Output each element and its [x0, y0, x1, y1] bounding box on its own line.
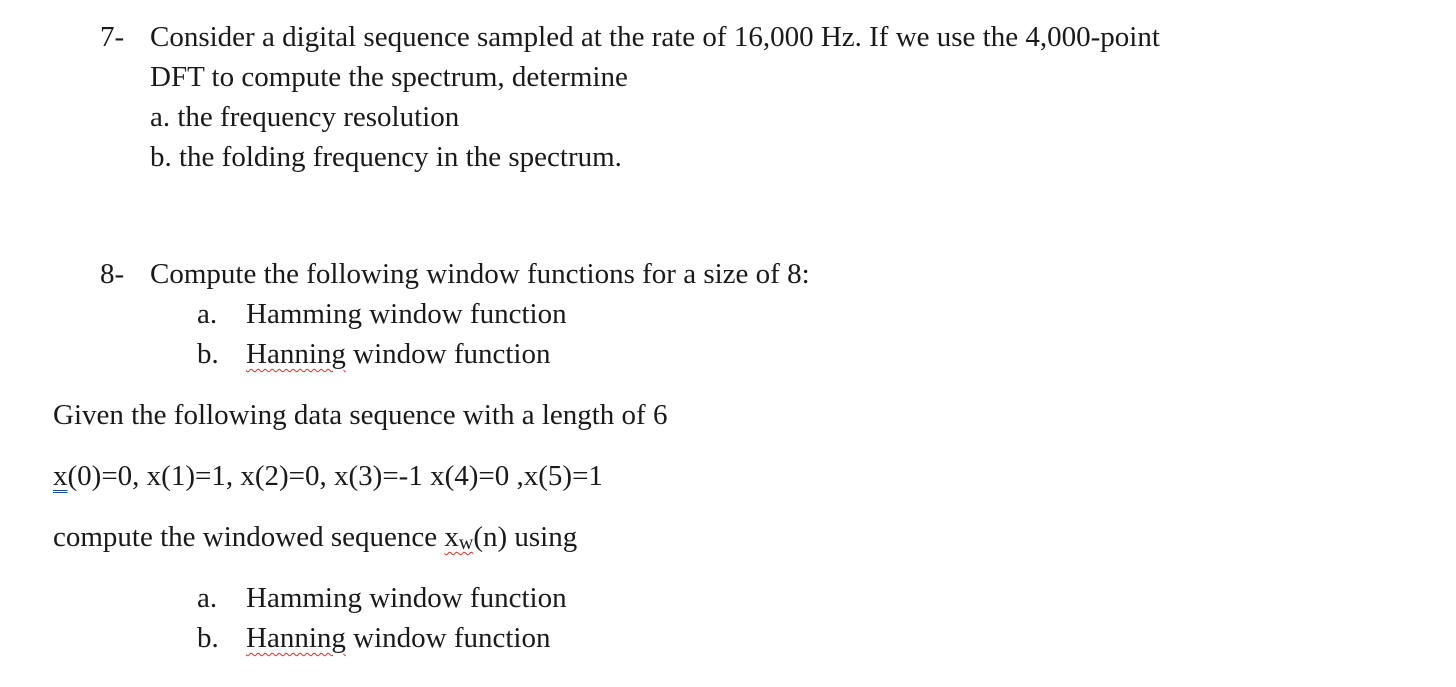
xw-subscript: w — [458, 532, 474, 554]
q8-block — [0, 254, 1456, 374]
q7-number: 7- — [100, 21, 125, 53]
sequence-values: (0)=0, x(1)=1, x(2)=0, x(3)=-1 x(4)=0 ,x(5)=1 — [67, 460, 603, 492]
q8-item-a-letter: a. — [197, 298, 218, 330]
given-item-b-text — [246, 618, 550, 658]
spellcheck-flagged-xw[interactable] — [444, 521, 473, 553]
given-item-b-letter: b. — [197, 622, 219, 654]
q8-item-b-rest: window function — [353, 338, 551, 370]
given-item-a-text: Hamming window function — [246, 582, 567, 614]
q8-item-a-text: Hamming window function — [246, 298, 567, 330]
xw-base: x — [444, 521, 459, 553]
spellcheck-flagged-word[interactable]: Hanning — [246, 338, 346, 370]
q8-item-b-letter: b. — [197, 338, 219, 370]
compute-prefix: compute the windowed sequence — [53, 521, 445, 553]
given-item-b-rest: window function — [353, 622, 551, 654]
q7-line-1: Consider a digital sequence sampled at the rate of 16,000 Hz. If we use the 4,000-point — [150, 21, 1160, 53]
q7-line-2: DFT to compute the spectrum, determine — [150, 61, 628, 93]
given-item-a-letter: a. — [197, 582, 218, 614]
q8-intro: Compute the following window functions for a size of 8: — [150, 258, 810, 290]
compute-line — [53, 517, 577, 557]
grammar-flagged-x[interactable]: x — [53, 460, 68, 492]
q7-line-3: a. the frequency resolution — [150, 101, 460, 133]
given-items-block — [0, 578, 1456, 658]
spellcheck-flagged-word[interactable]: Hanning — [246, 622, 346, 654]
q7-line-4: b. the folding frequency in the spectrum. — [150, 141, 622, 173]
given-line-1: Given the following data sequence with a length of 6 — [53, 399, 668, 431]
sequence-line — [53, 456, 603, 496]
q8-number: 8- — [100, 258, 125, 290]
q7-block — [0, 17, 1456, 177]
q8-item-b-text — [246, 334, 550, 374]
compute-suffix: (n) using — [473, 521, 578, 553]
